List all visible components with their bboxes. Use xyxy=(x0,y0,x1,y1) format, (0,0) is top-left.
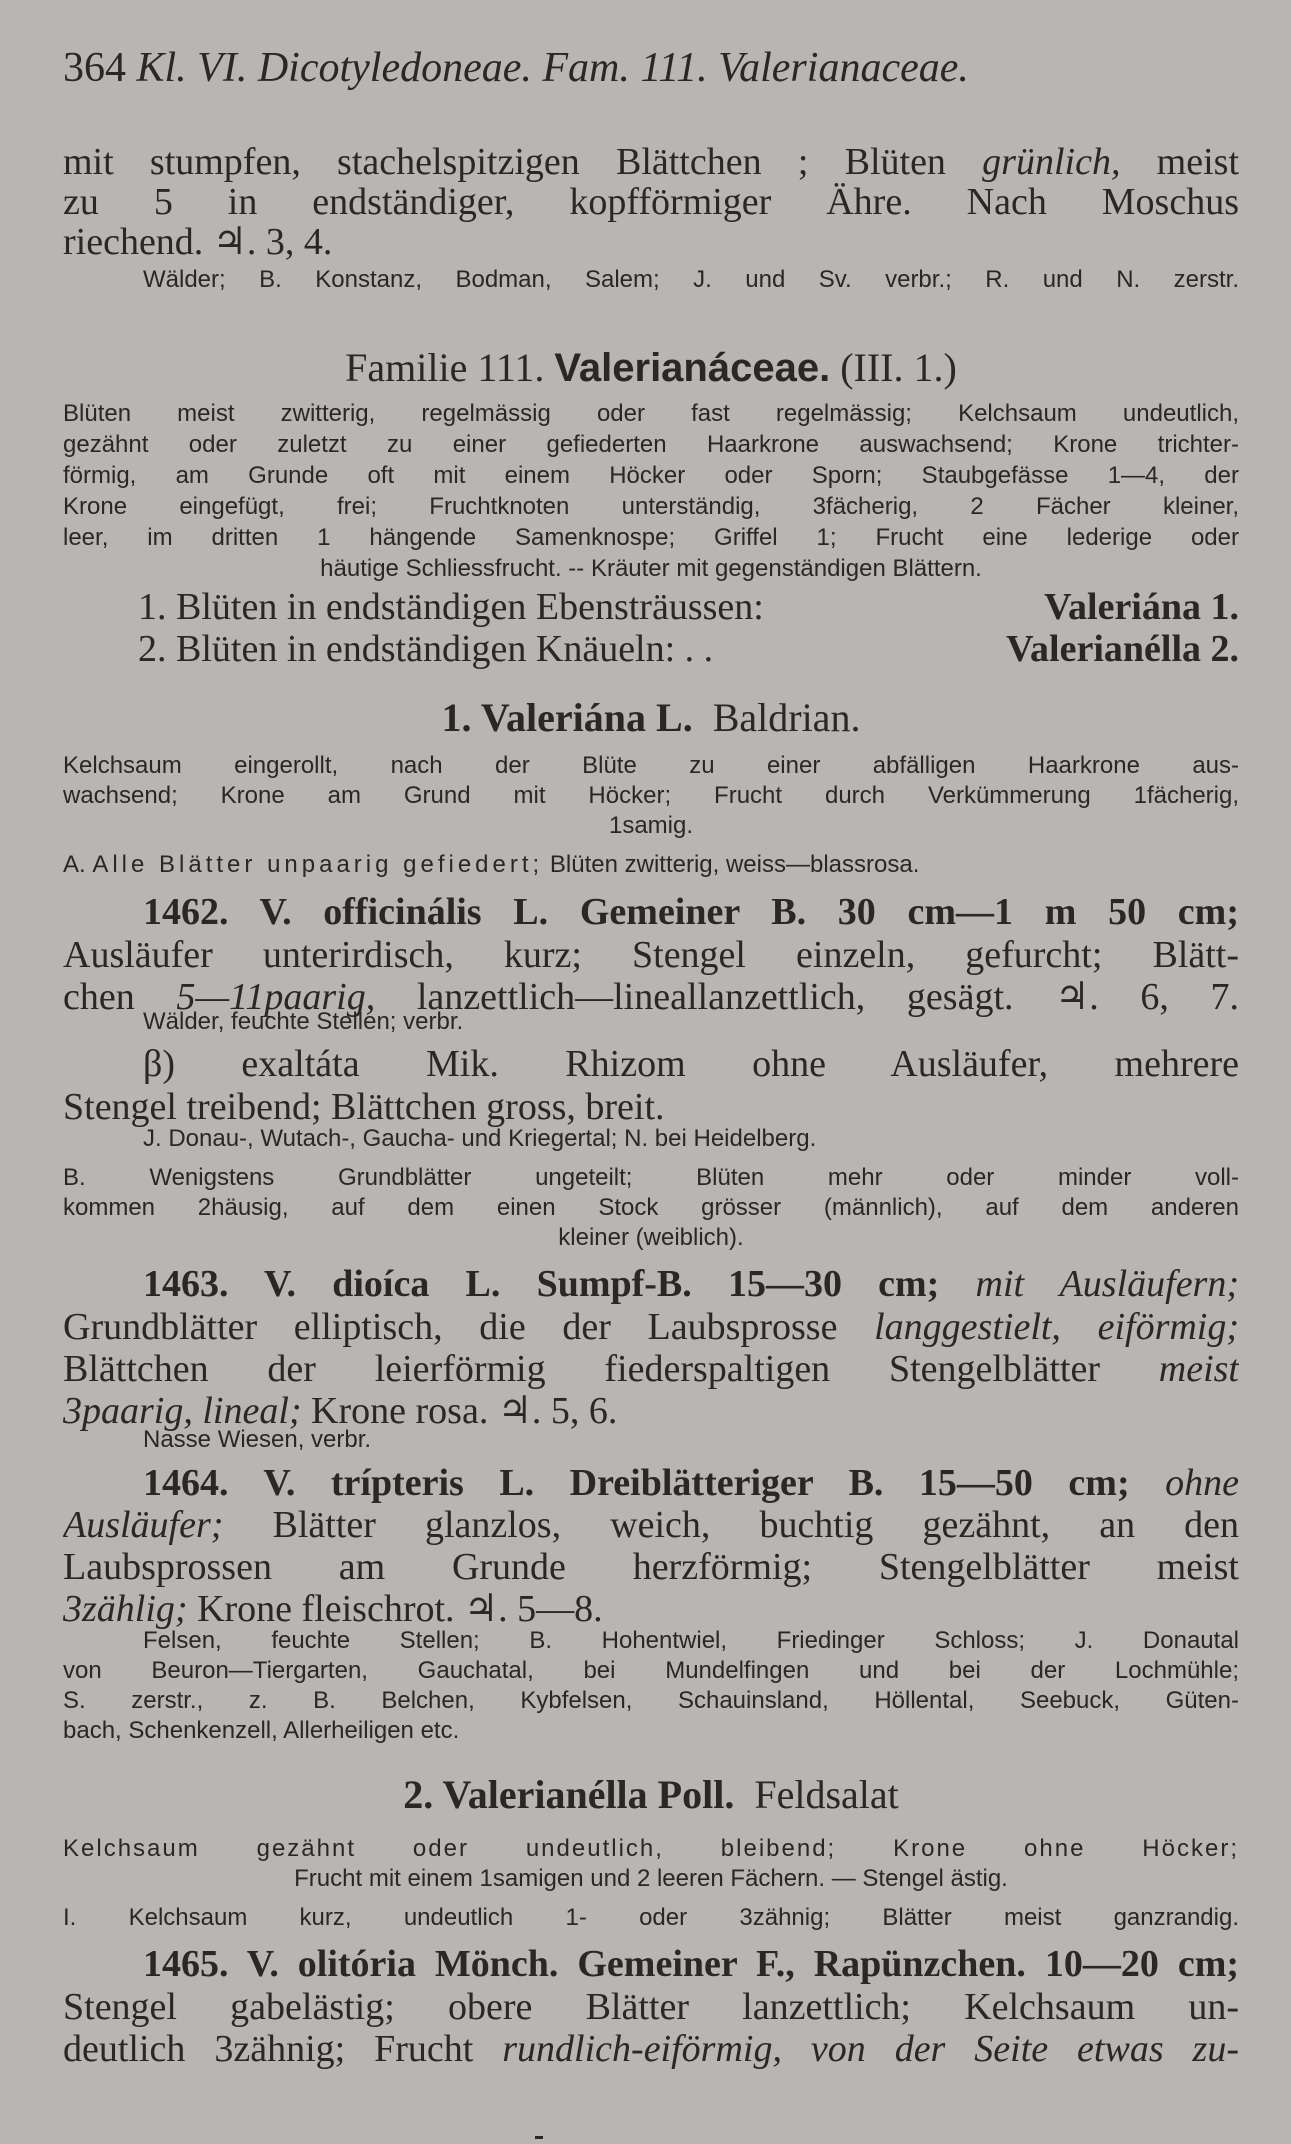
species-1465-line-3: deutlich 3zähnig; Frucht rundlich-eiförmig, von der Seite etwas zu- xyxy=(63,2028,1239,2070)
group-a: A. Alle Blätter unpaarig gefiedert; Blüten zwitterig, weiss—blassrosa. xyxy=(63,851,920,878)
species-1462-line-1: 1462. V. officinális L. Gemeiner B. 30 cm—1 m 50 cm; xyxy=(143,891,1239,933)
variety-exaltata-distribution: J. Donau-, Wutach-, Gaucha- und Kriegertal; N. bei Heidelberg. xyxy=(143,1125,817,1152)
family-name: Valerianáceae. xyxy=(554,346,831,390)
species-1465-line-1: 1465. V. olitória Mönch. Gemeiner F., Rapünzchen. 10—20 cm; xyxy=(143,1943,1239,1985)
running-header xyxy=(63,44,1239,92)
prev-distribution: Wälder; B. Konstanz, Bodman, Salem; J. und Sv. verbr.; R. und N. zerstr. xyxy=(143,266,1239,293)
species-1464-distribution-3: S. zerstr., z. B. Belchen, Kybfelsen, Schauinsland, Höllental, Seebuck, Güten- xyxy=(63,1687,1239,1714)
species-1464-distribution-1: Felsen, feuchte Stellen; B. Hohentwiel, Friedinger Schloss; J. Donautal xyxy=(143,1627,1239,1654)
species-1464-line-1: 1464. V. trípteris L. Dreiblätteriger B. 15—50 cm; ohne xyxy=(143,1462,1239,1504)
group-b-2: kommen 2häusig, auf dem einen Stock grösser (männlich), auf dem anderen xyxy=(63,1194,1239,1221)
group-i: I. Kelchsaum kurz, undeutlich 1- oder 3zähnig; Blätter meist ganzrandig. xyxy=(63,1904,1239,1931)
species-1462-distribution: Wälder, feuchte Stellen; verbr. xyxy=(143,1008,464,1035)
genus-heading-valeriana: 1. Valeriána L. Baldrian. xyxy=(441,695,861,740)
family-heading: Familie 111. Valerianáceae. (III. 1.) xyxy=(345,345,957,390)
genus1-desc-3: 1samig. xyxy=(608,812,694,839)
page-number: 364 xyxy=(63,45,126,91)
species-1465-line-2: Stengel gabelästig; obere Blätter lanzettlich; Kelchsaum un- xyxy=(63,1986,1239,2028)
species-1463-line-4: 3paarig, lineal; Krone rosa. ♃. 5, 6. xyxy=(63,1390,618,1432)
variety-exaltata-line-2: Stengel treibend; Blättchen gross, breit. xyxy=(63,1086,665,1128)
prev-line-1: mit stumpfen, stachelspitzigen Blättchen ; Blüten grünlich, meist xyxy=(63,141,1239,183)
species-1463-line-2: Grundblätter elliptisch, die der Laubsprosse langgestielt, eiförmig; xyxy=(63,1306,1239,1348)
prev-line-3: riechend. ♃. 3, 4. xyxy=(63,221,333,263)
genus2-desc-1: Kelchsaum gezähnt oder undeutlich, bleibend; Krone ohne Höcker; xyxy=(63,1835,1239,1862)
species-1464-distribution-2: von Beuron—Tiergarten, Gauchatal, bei Mundelfingen und bei der Lochmühle; xyxy=(63,1657,1239,1684)
group-b-1: B. Wenigstens Grundblätter ungeteilt; Blüten mehr oder minder voll- xyxy=(63,1164,1239,1191)
family-desc-6: häutige Schliessfrucht. -- Kräuter mit gegenständigen Blättern. xyxy=(320,555,982,582)
species-1463-line-1: 1463. V. dioíca L. Sumpf-B. 15—30 cm; mit Ausläufern; xyxy=(143,1263,1239,1305)
species-1462-line-2: Ausläufer unterirdisch, kurz; Stengel einzeln, gefurcht; Blätt- xyxy=(63,934,1239,976)
species-1462-line-3: chen 5—11paarig, lanzettlich—lineallanzettlich, gesägt. ♃. 6, 7. xyxy=(63,976,1239,1018)
family-desc-1: Blüten meist zwitterig, regelmässig oder fast regelmässig; Kelchsaum undeutlich, xyxy=(63,400,1239,427)
key-line-1: 1. Blüten in endständigen Ebensträussen: Valeriána 1. xyxy=(138,586,1239,628)
variety-exaltata-line-1: β) exaltáta Mik. Rhizom ohne Ausläufer, mehrere xyxy=(143,1043,1239,1085)
species-1464-line-2: Ausläufer; Blätter glanzlos, weich, buchtig gezähnt, an den xyxy=(63,1504,1239,1546)
species-1464-distribution-4: bach, Schenkenzell, Allerheiligen etc. xyxy=(63,1717,460,1744)
prev-line-2: zu 5 in endständiger, kopfförmiger Ähre. Nach Moschus xyxy=(63,181,1239,223)
family-desc-4: Krone eingefügt, frei; Fruchtknoten unterständig, 3fächerig, 2 Fächer kleiner, xyxy=(63,493,1239,520)
family-desc-3: förmig, am Grunde oft mit einem Höcker oder Sporn; Staubgefässe 1—4, der xyxy=(63,462,1239,489)
species-1463-line-3: Blättchen der leierförmig fiederspaltigen Stengelblätter meist xyxy=(63,1348,1239,1390)
species-1464-line-4: 3zählig; Krone fleischrot. ♃. 5—8. xyxy=(63,1588,603,1630)
genus2-desc-2: Frucht mit einem 1samigen und 2 leeren Fächern. — Stengel ästig. xyxy=(294,1865,1008,1892)
family-desc-5: leer, im dritten 1 hängende Samenknospe; Griffel 1; Frucht eine lederige oder xyxy=(63,524,1239,551)
family-desc-2: gezähnt oder zuletzt zu einer gefiederten Haarkrone auswachsend; Krone trichter- xyxy=(63,431,1239,458)
genus1-desc-2: wachsend; Krone am Grund mit Höcker; Frucht durch Verkümmerung 1fächerig, xyxy=(63,782,1239,809)
species-1463-distribution: Nasse Wiesen, verbr. xyxy=(143,1426,372,1453)
bottom-mark xyxy=(535,2136,543,2139)
genus1-desc-1: Kelchsaum eingerollt, nach der Blüte zu einer abfälligen Haarkrone aus- xyxy=(63,752,1239,779)
header-title: Kl. VI. Dicotyledoneae. Fam. 111. Valerianaceae. xyxy=(136,45,969,91)
species-1464-line-3: Laubsprossen am Grunde herzförmig; Stengelblätter meist xyxy=(63,1546,1239,1588)
key-line-2: 2. Blüten in endständigen Knäueln: . . Valerianélla 2. xyxy=(138,628,1239,670)
genus-heading-valerianella: 2. Valerianélla Poll. Feldsalat xyxy=(403,1772,899,1817)
group-b-3: kleiner (weiblich). xyxy=(558,1224,744,1251)
